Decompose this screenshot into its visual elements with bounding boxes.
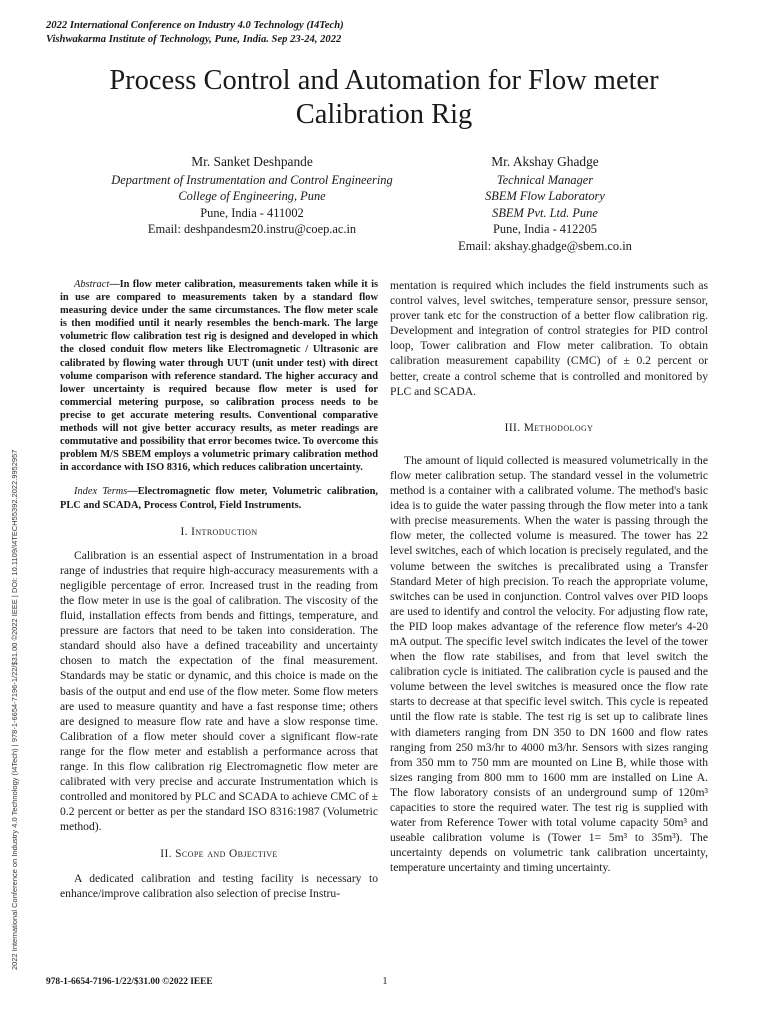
author-location: Pune, India - 412205	[493, 222, 597, 236]
scope-paragraph-start: A dedicated calibration and testing facility is necessary to enhance/improve calibration also selection of precise Instru-	[60, 871, 378, 900]
author-block-2	[430, 154, 660, 254]
author-name: Mr. Sanket Deshpande	[191, 154, 313, 169]
right-column	[390, 278, 708, 875]
author-department: Department of Instrumentation and Control Engineering	[111, 172, 393, 187]
author-email: Email: deshpandesm20.instru@coep.ac.in	[147, 222, 357, 236]
doi-side-stamp-text: 2022 International Conference on Industry 4.0 Technology (I4Tech) | 978-1-6654-7196-1/22/$31.00 ©2022 IEEE | DOI: 10.1109/I4TECH55392.2022.9952957	[10, 449, 19, 970]
doi-side-stamp	[10, 449, 20, 980]
left-column	[60, 278, 378, 901]
page-number: 1	[382, 976, 388, 987]
author-location: Pune, India - 411002	[200, 205, 304, 220]
abstract	[60, 278, 378, 474]
author-institution: College of Engineering, Pune	[178, 189, 326, 203]
author-institution: SBEM Pvt. Ltd. Pune	[492, 205, 598, 220]
introduction-paragraph: Calibration is an essential aspect of Instrumentation in a broad range of industries that require high-accuracy measurements with a negligible percentage of error. Increased trust in the reading from the flow meter in use is the goal of calibration. The viscosity of the fluid, installation effects from bends and fittings, temperature, and pressure are factors that need to be taken into consideration. The standard should also have a defined traceability and uncertainty chosen to match the expectation of the final measurement. Standards may be static or dynamic, and this choice is made on the basis of the output and end use of the flow meter. Some flow meters are used to measure quantity and have a fast response time; others are designed to measure flow rate and have a slow response time. Calibration of a flow meter should cover a significant flow-rate range for the flow meter and establish a performance across that range. In this flow calibration rig Electromagnetic flow meter are calibrated with very precise and accurate Instrumentation which is controlled and monitored by PLC and SCADA to achieve CMC of ± 0.2 percent or better as per the standard ISO 8316:1987 (Volumetric method).	[60, 548, 378, 834]
paper-title-line-2: Calibration Rig	[295, 99, 473, 130]
index-terms	[60, 485, 378, 511]
section-heading-methodology: III. Methodology	[504, 421, 594, 434]
section-heading-introduction: I. Introduction	[180, 525, 258, 538]
paper-title	[40, 64, 728, 132]
footer-copyright: 978-1-6654-7196-1/22/$31.00 ©2022 IEEE	[46, 977, 213, 987]
conference-venue: Vishwakarma Institute of Technology, Pune, India. Sep 23-24, 2022	[46, 34, 342, 45]
scope-paragraph-continued: mentation is required which includes the field instruments such as control valves, level switches, temperature sensor, pressure sensor, prover tank etc for the construction of a better flow calibration rig. Development and integration of control strategies for PID control loop, Tower calibration and Flow meter calibration. To obtain calibration measurement capability (CMC) of ± 0.2 percent or better, create a control scheme that is controlled and monitored by PLC and SCADA.	[390, 279, 708, 398]
conference-header	[46, 19, 344, 47]
author-role: Technical Manager	[496, 172, 594, 187]
conference-name: 2022 International Conference on Industry 4.0 Technology (I4Tech)	[46, 20, 344, 31]
abstract-text: —In flow meter calibration, measurements taken while it is in use are compared to measurements taken by a standard flow measuring device under the same circumstances. The flow meter scale is then modified until it nearly resembles the bench-mark. The large volumetric flow calibration test rig is designed and developed in which the closed conduit flow meters like Electromagnetic / Ultrasonic are calibrated by flowing water through UUT (unit under test) with direct volume comparison with reference standard. The higher accuracy and lower uncertainty is required because flow meter is used for commercial metering purpose, so calibration process needs to be precise to get accurate metering results. Conventional comparative methods will not give better accuracy results, as meter readings are commutative and possibility that error becomes twice. To overcome this problem M/S SBEM employs a volumetric primary calibration method in accordance with ISO 8316, which reduces calibration uncertainty.	[60, 279, 378, 474]
index-terms-label: Index Terms	[74, 486, 128, 498]
author-lab: SBEM Flow Laboratory	[485, 189, 605, 203]
abstract-label: Abstract	[74, 279, 110, 290]
section-heading-scope: II. Scope and Objective	[160, 848, 278, 861]
author-email: Email: akshay.ghadge@sbem.co.in	[458, 238, 632, 253]
paper-title-line-1: Process Control and Automation for Flow meter	[109, 65, 659, 96]
author-name: Mr. Akshay Ghadge	[491, 154, 599, 169]
methodology-paragraph: The amount of liquid collected is measured volumetrically in the flow meter calibration setup. The standard vessel in the volumetric method is a container with a calibrated volume. The method's basic idea is to guide the water passing through the flow meter into a tank with precise measurements. When the water is passing through the flow meter, the collected volume is measured. The tower has 22 level switches, each of which location is precisely regulated, and the volume between the switches is precalibrated using a Transfer Standard Meter of high precision. To reach the appropriate volume, switches can be used in conjunction. Control valves over PID loops are used to identify and control the velocity. For adjusting flow rate, the PID loop makes advantage of the reference flow meter's 4-20 mA output. The specific level switch indicates the level of the tower when the flow rate stabilises, and from that level switch the calibration cycle is initiated. The calibration cycle is paused and the volume between the level switches is measured once the flow rate starts to decrease at that specific level switch. This cycle is repeated until the flow rate is stable. The test rig is set up to calibrate lines with diameters ranging from DN 350 to DN 1600 and flow rates ranging from 250 m3/hr to 4000 m3/hr. Sensors with sizes ranging from 350 mm to 750 mm are mounted on Line B, while those with sizes ranging from 800 mm to 1600 mm are installed on Line A. The flow laboratory consists of an underground sump of 120m³ capacities to store the required water. The test rig is supplied with water from Reference Tower with total volume capacity 50m³ and useable calibration volume is (Tower 1= 5m³ to 35m³). The uncertainty depends on volumetric tank calibration uncertainty, temperature uncertainty and timing uncertainty.	[390, 453, 708, 875]
index-terms-text: —Electromagnetic flow meter, Volumetric calibration, PLC and SCADA, Process Control, Field Instruments.	[60, 486, 378, 511]
author-block-1	[92, 154, 412, 238]
